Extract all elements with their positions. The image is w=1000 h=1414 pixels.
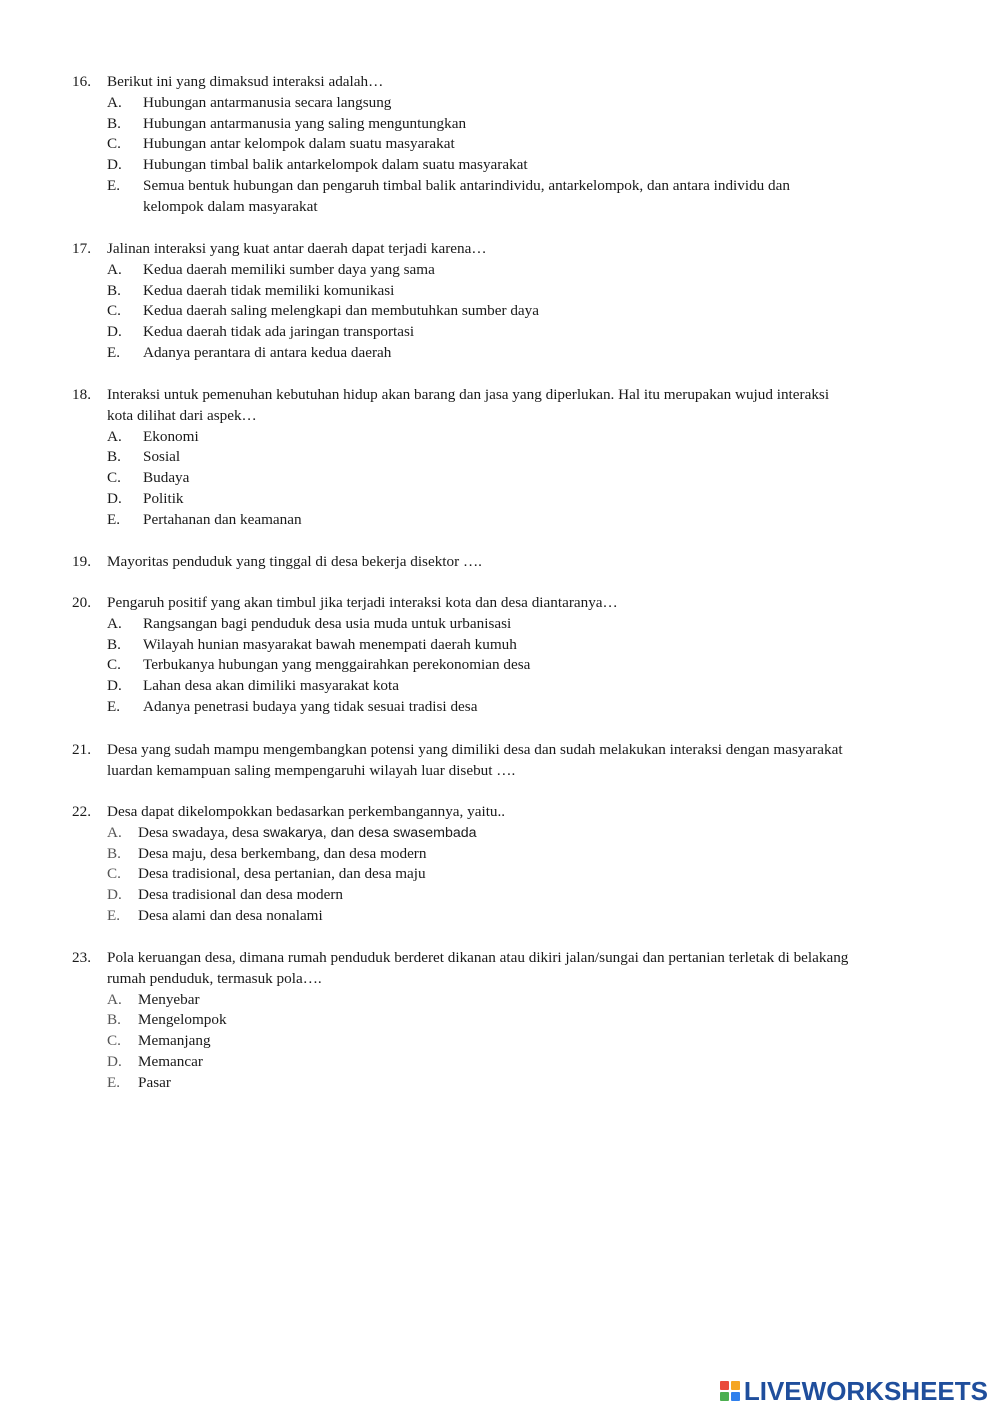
option-letter: D. bbox=[107, 1053, 122, 1070]
option-letter: D. bbox=[107, 677, 122, 695]
question-stem: Pola keruangan desa, dimana rumah penduduk berderet dikanan atau dikiri jalan/sungai dan pertanian terletak di belakang bbox=[107, 949, 849, 966]
question-number: 22. bbox=[72, 803, 91, 820]
option-text-part: Memancar bbox=[138, 1053, 203, 1070]
option-letter: D. bbox=[107, 323, 122, 341]
option-letter: B. bbox=[107, 844, 121, 862]
option-text-part: Ekonomi bbox=[143, 427, 199, 445]
option-letter: B. bbox=[107, 635, 121, 653]
option-text-part: Adanya penetrasi budaya yang tidak sesuai tradisi desa bbox=[143, 698, 478, 715]
option-text bbox=[138, 1031, 211, 1051]
option-letter: A. bbox=[107, 823, 122, 841]
option-text bbox=[138, 823, 477, 843]
question-stem: rumah penduduk, termasuk pola…. bbox=[107, 969, 322, 987]
option-text bbox=[143, 260, 435, 280]
option-text bbox=[143, 176, 790, 196]
option-letter: A. bbox=[107, 93, 122, 111]
option-text bbox=[143, 343, 391, 363]
option-letter: C. bbox=[107, 656, 121, 674]
option-text-part: Budaya bbox=[143, 469, 190, 487]
question-number: 18. bbox=[72, 386, 91, 403]
option-letter: D. bbox=[107, 490, 122, 507]
option-text-part: Desa tradisional dan desa modern bbox=[138, 886, 343, 904]
option-letter: A. bbox=[107, 260, 122, 278]
question-stem: kota dilihat dari aspek… bbox=[107, 406, 257, 424]
option-text-part: Semua bentuk hubungan dan pengaruh timbal balik antarindividu, antarkelompok, dan antara individu dan bbox=[143, 177, 790, 194]
option-letter: A. bbox=[107, 427, 122, 445]
option-text-part: Desa maju, desa berkembang, dan desa modern bbox=[138, 844, 427, 862]
option-text bbox=[143, 197, 318, 217]
question-number: 20. bbox=[72, 594, 91, 611]
option-text-part: Sosial bbox=[143, 448, 181, 466]
option-text-part: Memanjang bbox=[138, 1032, 211, 1050]
option-letter: E. bbox=[107, 177, 121, 194]
option-text-part: Wilayah hunian masyarakat bawah menempati daerah kumuh bbox=[143, 635, 517, 653]
option-letter: A. bbox=[107, 990, 122, 1008]
option-text bbox=[143, 155, 528, 175]
question-number: 19. bbox=[72, 553, 91, 570]
option-text bbox=[143, 427, 199, 447]
option-text-part: kelompok dalam masyarakat bbox=[143, 197, 318, 215]
question-stem: Berikut ini yang dimaksud interaksi adalah… bbox=[107, 73, 384, 90]
option-letter: B. bbox=[107, 448, 121, 466]
option-letter: C. bbox=[107, 135, 121, 153]
question-stem: Desa dapat dikelompokkan bedasarkan perkembangannya, yaitu.. bbox=[107, 803, 506, 820]
option-text bbox=[143, 93, 391, 113]
option-text bbox=[143, 676, 399, 696]
question-number: 23. bbox=[72, 949, 91, 966]
option-text-part: Hubungan timbal balik antarkelompok dalam suatu masyarakat bbox=[143, 156, 528, 174]
logo-square-4 bbox=[731, 1392, 740, 1401]
option-text bbox=[143, 635, 517, 655]
option-letter: B. bbox=[107, 281, 121, 299]
liveworksheets-logo bbox=[720, 1376, 988, 1406]
option-text bbox=[138, 1010, 227, 1030]
option-letter: C. bbox=[107, 302, 121, 320]
option-text-part: Rangsangan bagi penduduk desa usia muda untuk urbanisasi bbox=[143, 614, 512, 632]
option-text-part: Pasar bbox=[138, 1073, 171, 1091]
option-text-part: Kedua daerah memiliki sumber daya yang sama bbox=[143, 260, 435, 278]
option-letter: D. bbox=[107, 886, 122, 904]
question-number: 16. bbox=[72, 73, 91, 90]
option-text bbox=[143, 655, 530, 675]
option-text bbox=[138, 885, 343, 905]
option-text bbox=[143, 447, 180, 467]
option-letter: B. bbox=[107, 114, 121, 132]
logo-square-1 bbox=[720, 1381, 729, 1390]
question-stem: Interaksi untuk pemenuhan kebutuhan hidup akan barang dan jasa yang diperlukan. Hal itu merupakan wujud interaksi bbox=[107, 386, 830, 403]
option-text bbox=[138, 1073, 171, 1093]
option-text bbox=[138, 1052, 203, 1072]
question-number: 17. bbox=[72, 240, 91, 257]
option-letter: E. bbox=[107, 510, 121, 528]
question-stem: Desa yang sudah mampu mengembangkan potensi yang dimiliki desa dan sudah melakukan interaksi dengan masyarakat bbox=[107, 741, 843, 758]
option-letter: E. bbox=[107, 1073, 121, 1091]
option-text bbox=[143, 510, 302, 530]
option-text bbox=[143, 614, 511, 634]
option-letter: E. bbox=[107, 698, 121, 715]
option-text bbox=[143, 281, 394, 301]
option-text-part: Adanya perantara di antara kedua daerah bbox=[143, 344, 392, 361]
option-text-part: Hubungan antar kelompok dalam suatu masyarakat bbox=[143, 135, 455, 153]
option-letter: E. bbox=[107, 907, 121, 924]
option-text bbox=[143, 322, 414, 342]
option-text-part: Hubungan antarmanusia yang saling menguntungkan bbox=[143, 114, 467, 132]
option-text bbox=[143, 301, 539, 321]
question-stem: Jalinan interaksi yang kuat antar daerah dapat terjadi karena… bbox=[107, 240, 487, 257]
option-text bbox=[143, 697, 477, 717]
option-text-part: Politik bbox=[143, 490, 184, 507]
option-text bbox=[143, 489, 184, 509]
question-stem: Pengaruh positif yang akan timbul jika terjadi interaksi kota dan desa diantaranya… bbox=[107, 594, 618, 611]
question-stem: luardan kemampuan saling mempengaruhi wilayah luar disebut …. bbox=[107, 761, 516, 779]
option-text-part: Kedua daerah tidak memiliki komunikasi bbox=[143, 281, 395, 299]
liveworksheets-icon bbox=[720, 1381, 740, 1401]
option-text bbox=[138, 864, 426, 884]
option-text-part: Desa tradisional, desa pertanian, dan desa maju bbox=[138, 865, 426, 883]
option-text-part: Lahan desa akan dimiliki masyarakat kota bbox=[143, 677, 399, 695]
question-number: 21. bbox=[72, 741, 91, 758]
option-text-part: Mengelompok bbox=[138, 1011, 227, 1029]
option-text-part: Menyebar bbox=[138, 990, 200, 1008]
option-text bbox=[143, 114, 466, 134]
option-text-sans-part: swakarya, dan desa swasembada bbox=[262, 824, 477, 841]
option-letter: B. bbox=[107, 1011, 121, 1029]
option-text bbox=[143, 468, 189, 488]
option-text-part: Hubungan antarmanusia secara langsung bbox=[143, 93, 392, 111]
option-letter: C. bbox=[107, 469, 121, 487]
brand-name: LIVEWORKSHEETS bbox=[743, 1375, 988, 1406]
option-text bbox=[138, 844, 426, 864]
option-letter: D. bbox=[107, 156, 122, 174]
option-text-part: Terbukanya hubungan yang menggairahkan perekonomian desa bbox=[143, 656, 531, 674]
option-letter: A. bbox=[107, 614, 122, 632]
logo-square-3 bbox=[720, 1392, 729, 1401]
option-letter: E. bbox=[107, 344, 121, 361]
option-text-part: Pertahanan dan keamanan bbox=[143, 510, 302, 528]
option-letter: C. bbox=[107, 865, 121, 883]
question-stem: Mayoritas penduduk yang tinggal di desa bekerja disektor …. bbox=[107, 553, 482, 570]
option-letter: C. bbox=[107, 1032, 121, 1050]
option-text-part: Desa swadaya, desa bbox=[138, 823, 263, 841]
option-text-part: Kedua daerah saling melengkapi dan membutuhkan sumber daya bbox=[143, 302, 540, 320]
option-text-part: Desa alami dan desa nonalami bbox=[138, 907, 323, 924]
option-text bbox=[138, 906, 323, 926]
option-text bbox=[138, 990, 200, 1010]
option-text bbox=[143, 134, 455, 154]
option-text-part: Kedua daerah tidak ada jaringan transportasi bbox=[143, 323, 415, 341]
logo-square-2 bbox=[731, 1381, 740, 1390]
